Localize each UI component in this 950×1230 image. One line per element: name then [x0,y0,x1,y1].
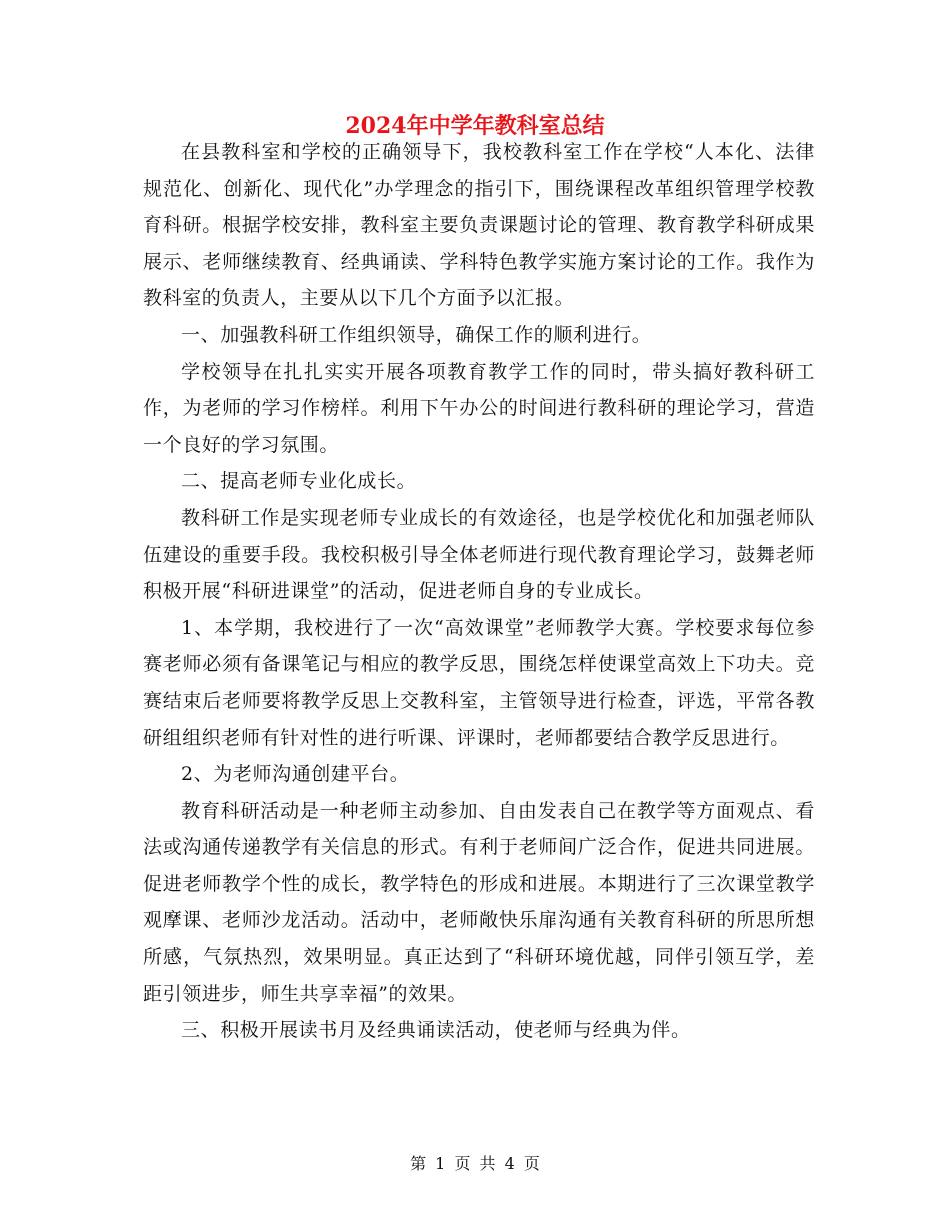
paragraph-item-1: 1、本学期，我校进行了一次“高效课堂”老师教学大赛。学校要求每位参赛老师必须有备课笔记与相应的教学反思，围绕怎样使课堂高效上下功夫。竞赛结束后老师要将教学反思上交教科室，主管领导进行检查，评选，平常各教研组组织老师有针对性的进行听课、评课时，老师都要结合教学反思进行。 [143,616,815,749]
subheading-item-2: 2、为老师沟通创建平台。 [181,763,410,786]
section-heading-2: 二、提高老师专业化成长。 [181,470,417,493]
section-heading-3: 三、积极开展读书月及经典诵读活动，使老师与经典为伴。 [181,1019,691,1042]
paragraph-professional-growth: 教科研工作是实现老师专业成长的有效途径，也是学校优化和加强老师队伍建设的重要手段。我校积极引导全体老师进行现代教育理论学习，鼓舞老师积极开展“科研进课堂”的活动，促进老师自身的专业成长。 [143,506,815,603]
paragraph-leadership: 学校领导在扎扎实实开展各项教育教学工作的同时，带头搞好教科研工作，为老师的学习作榜样。利用下午办公的时间进行教科研的理论学习，营造一个良好的学习氛围。 [143,360,815,456]
document-title: 2024年中学年教科室总结 [345,113,605,139]
document-body [143,134,815,1049]
page-footer: 第 1 页 共 4 页 [410,1154,540,1173]
section-heading-1: 一、加强教科研工作组织领导，确保工作的顺利进行。 [181,323,652,346]
paragraph-intro: 在县教科室和学校的正确领导下，我校教科室工作在学校“人本化、法律规范化、创新化、现代化”办学理念的指引下，围绕课程改革组织管理学校教育科研。根据学校安排，教科室主要负责课题讨论的管理、教育教学科研成果展示、老师继续教育、经典诵读、学科特色教学实施方案讨论的工作。我作为教科室的负责人，主要从以下几个方面予以汇报。 [143,141,815,310]
paragraph-communication: 教育科研活动是一种老师主动参加、自由发表自己在教学等方面观点、看法或沟通传递教学有关信息的形式。有利于老师间广泛合作，促进共同进展。促进老师教学个性的成长，教学特色的形成和进展。本期进行了三次课堂教学观摩课、老师沙龙活动。活动中，老师敞快乐扉沟通有关教育科研的所思所想所感，气氛热烈，效果明显。真正达到了“科研环境优越，同伴引领互学，差距引领进步，师生共享幸福”的效果。 [143,799,815,1005]
